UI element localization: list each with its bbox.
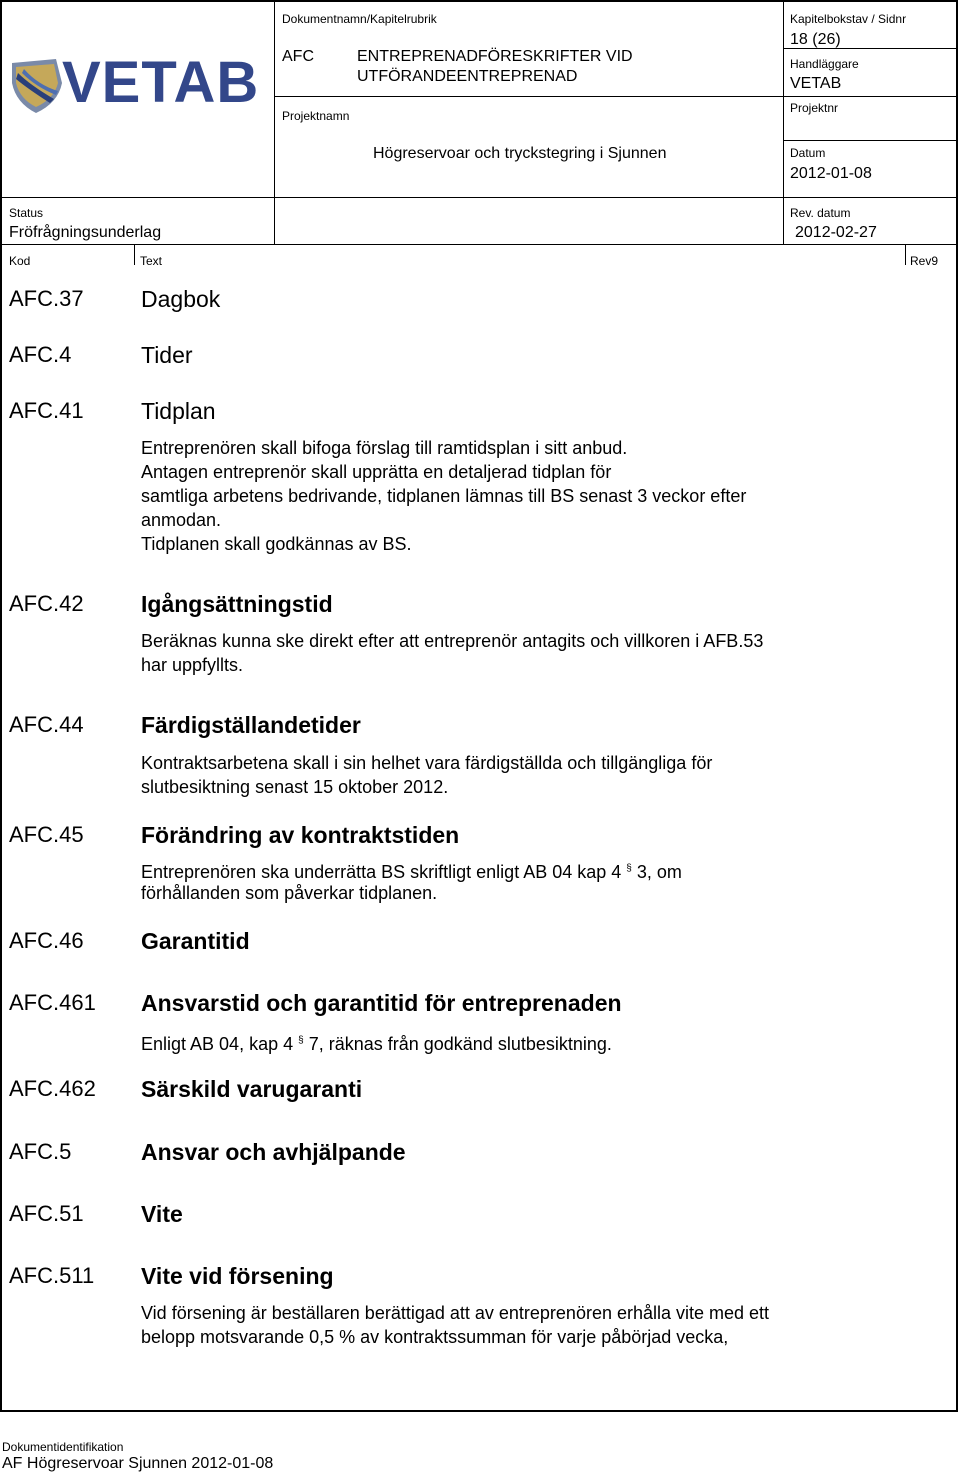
kod-label: Kod xyxy=(9,254,31,268)
section-code: AFC.46 xyxy=(9,928,84,953)
body-line: Beräknas kunna ske direkt efter att entreprenör antagits och villkoren i AFB.53 xyxy=(141,631,764,651)
project-nr-label: Projektnr xyxy=(790,101,839,115)
section-title: Ansvar och avhjälpande xyxy=(141,1139,406,1165)
section-title: Dagbok xyxy=(141,286,221,312)
body-line xyxy=(141,1029,612,1056)
body-text: 3, om xyxy=(636,862,682,882)
body-line: samtliga arbetens bedrivande, tidplanen lämnas till BS senast 3 veckor efter xyxy=(141,486,747,506)
section-title: Förändring av kontraktstiden xyxy=(141,822,460,848)
handler-value: VETAB xyxy=(790,75,842,92)
doc-name-label: Dokumentnamn/Kapitelrubrik xyxy=(282,12,437,26)
section-title: Särskild varugaranti xyxy=(141,1076,363,1102)
body-line: Kontraktsarbetena skall i sin helhet vara färdigställda och tillgängliga för xyxy=(141,753,713,773)
text-label: Text xyxy=(140,254,163,268)
section-title: Igångsättningstid xyxy=(141,591,333,617)
body-line: Vid försening är beställaren berättigad att av entreprenören erhålla vite med ett xyxy=(141,1303,770,1323)
section-sign-icon: § xyxy=(298,1035,304,1046)
project-name-label: Projektnamn xyxy=(282,109,350,123)
section-title: Tidplan xyxy=(141,398,216,424)
date-label: Datum xyxy=(790,146,826,160)
body-line: Tidplanen skall godkännas av BS. xyxy=(141,534,412,554)
doc-title-line2: UTFÖRANDEENTREPRENAD xyxy=(357,68,578,85)
body-line: förhållanden som påverkar tidplanen. xyxy=(141,883,438,903)
body-text: 7, räknas från godkänd slutbesiktning. xyxy=(308,1034,612,1054)
section-title: Vite vid försening xyxy=(141,1263,334,1289)
date-value: 2012-01-08 xyxy=(790,165,872,182)
project-name-value: Högreservoar och tryckstegring i Sjunnen xyxy=(373,145,667,162)
rev-date-value: 2012-02-27 xyxy=(795,224,877,241)
section-code: AFC.5 xyxy=(9,1139,72,1164)
body-line: anmodan. xyxy=(141,510,222,530)
section-code: AFC.51 xyxy=(9,1201,84,1226)
section-title: Tider xyxy=(141,342,193,368)
doc-title-line1: ENTREPRENADFÖRESKRIFTER VID xyxy=(357,48,633,65)
section-code: AFC.461 xyxy=(9,990,96,1015)
doc-code: AFC xyxy=(282,48,314,65)
section-title: Ansvarstid och garantitid för entreprenaden xyxy=(141,990,622,1016)
handler-label: Handläggare xyxy=(790,57,859,71)
rev-date-label: Rev. datum xyxy=(790,206,851,220)
logo-text: VETAB xyxy=(62,50,260,115)
section-code: AFC.462 xyxy=(9,1076,96,1101)
section-code: AFC.4 xyxy=(9,342,72,367)
company-logo xyxy=(10,50,270,115)
rev-label: Rev9 xyxy=(910,254,939,268)
section-title: Garantitid xyxy=(141,928,250,954)
body-line: belopp motsvarande 0,5 % av kontraktssumman för varje påbörjad vecka, xyxy=(141,1327,729,1347)
section-code: AFC.41 xyxy=(9,398,84,423)
body-line: Antagen entreprenör skall upprätta en detaljerad tidplan för xyxy=(141,462,612,482)
chapter-label: Kapitelbokstav / Sidnr xyxy=(790,12,907,26)
body-line: har uppfyllts. xyxy=(141,655,244,675)
section-code: AFC.511 xyxy=(9,1263,95,1288)
doc-id-label: Dokumentidentifikation xyxy=(2,1440,124,1454)
section-code: AFC.42 xyxy=(9,591,84,616)
section-title: Färdigställandetider xyxy=(141,712,361,738)
section-code: AFC.45 xyxy=(9,822,84,847)
body-text: Enligt AB 04, kap 4 xyxy=(141,1034,294,1054)
status-label: Status xyxy=(9,206,44,220)
doc-id-value: AF Högreservoar Sjunnen 2012-01-08 xyxy=(2,1455,274,1472)
section-code: AFC.44 xyxy=(9,712,84,737)
section-code: AFC.37 xyxy=(9,286,84,311)
body-line: slutbesiktning senast 15 oktober 2012. xyxy=(141,777,449,797)
section-sign-icon: § xyxy=(626,863,632,874)
section-title: Vite xyxy=(141,1201,183,1227)
body-text: Entreprenören ska underrätta BS skriftligt enligt AB 04 kap 4 xyxy=(141,862,622,882)
status-value: Fröfrågningsunderlag xyxy=(9,224,162,241)
body-line xyxy=(141,857,682,884)
body-line: Entreprenören skall bifoga förslag till ramtidsplan i sitt anbud. xyxy=(141,438,628,458)
chapter-value: 18 (26) xyxy=(790,31,841,48)
